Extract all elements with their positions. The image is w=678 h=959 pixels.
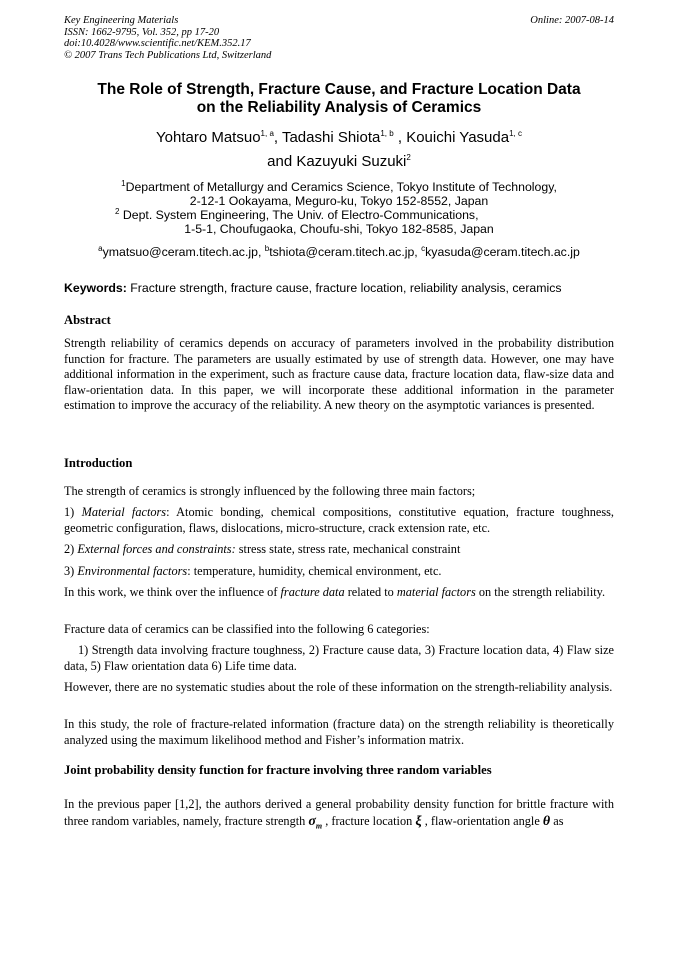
author-3-sup: 1, c	[509, 129, 522, 138]
author-1-sup: 1, a	[260, 129, 274, 138]
xi-symbol: ξ	[415, 814, 422, 829]
factor-2-label: External forces and constraints:	[77, 542, 236, 556]
affiliation-1-text: Department of Metallurgy and Ceramics Science, Tokyo Institute of Technology,	[125, 180, 557, 194]
email-b-sup: b	[264, 243, 270, 253]
author-1: Yohtaro Matsuo	[156, 129, 261, 146]
email-c-sup: c	[421, 243, 426, 253]
keywords-label: Keywords:	[64, 281, 127, 295]
sigma-symbol: σ	[308, 814, 316, 829]
affiliation-1-line-2: 2-12-1 Ookayama, Meguro-ku, Tokyo 152-8552, Japan	[189, 194, 489, 208]
keywords	[64, 281, 614, 295]
journal-header	[64, 15, 271, 61]
email-a-sup: a	[98, 243, 103, 253]
introduction-heading: Introduction	[64, 456, 133, 470]
affiliation-2-line-2: 1-5-1, Choufugaoka, Choufu-shi, Tokyo 182-8585, Japan	[184, 222, 494, 236]
author-2-sup: 1, b	[380, 129, 394, 138]
abstract-heading: Abstract	[64, 313, 111, 327]
factor-2-num: 2)	[64, 542, 78, 556]
author-4-sup: 2	[406, 153, 411, 162]
p2-material-factors: material factors	[396, 585, 476, 599]
affiliation-1-sup: 1	[121, 178, 126, 188]
factor-2	[64, 542, 614, 558]
author-2: , Tadashi Shiota	[273, 129, 381, 146]
section-2-heading: Joint probability density function for fracture involving three random variables	[64, 763, 492, 777]
keywords-text: Fracture strength, fracture cause, fracture location, reliability analysis, ceramics	[126, 281, 562, 295]
p2-text-c: related to	[344, 585, 397, 599]
author-list	[64, 126, 614, 174]
author-3: , Kouichi Yasuda	[393, 129, 510, 146]
factor-1-num: 1)	[64, 505, 82, 519]
issn-line: ISSN: 1662-9795, Vol. 352, pp 17-20	[64, 26, 220, 38]
title-line-1: The Role of Strength, Fracture Cause, and Fracture Location Data	[97, 81, 581, 98]
online-date: Online: 2007-08-14	[530, 15, 614, 26]
factor-1-text: : Atomic bonding, chemical compositions, constitutive equation, fracture toughness, geometric configuration, flaws, dislocations, micro-structure, crack extension rate, etc.	[64, 505, 614, 535]
s2-text-d: as	[550, 814, 564, 828]
intro-paragraph-1: The strength of ceramics is strongly influenced by the following three main factors;	[64, 484, 476, 498]
paper-title	[64, 81, 614, 117]
affiliation-1-line-1	[64, 180, 614, 194]
author-line-1	[64, 126, 614, 150]
author-4: and Kazuyuki Suzuki	[267, 153, 407, 170]
email-a: ymatsuo@ceram.titech.ac.jp,	[102, 245, 265, 259]
section-2-paragraph	[64, 796, 614, 830]
sigma-subscript: m	[315, 821, 323, 831]
factor-3-text: : temperature, humidity, chemical environment, etc.	[187, 564, 442, 578]
abstract-text: Strength reliability of ceramics depends on accuracy of parameters involved in the probability distribution function for fracture. The parameters are usually estimated by use of strength data. However, one may have additional information in the experiment, such as fracture cause data, fracture location data, flaw-size data and flaw-orientation data. In this paper, we will incorporate these additional information in the parameter estimation to improve the accuracy of the reliability. A new theory on the asymptotic variances is presented.	[64, 336, 614, 412]
author-line-2	[64, 150, 614, 174]
copyright-line: © 2007 Trans Tech Publications Ltd, Switzerland	[64, 49, 272, 61]
email-c: kyasuda@ceram.titech.ac.jp	[425, 245, 580, 259]
factor-3	[64, 564, 614, 580]
intro-paragraph-3: Fracture data of ceramics can be classified into the following 6 categories:	[64, 622, 430, 636]
affiliations	[64, 180, 614, 236]
journal-name: Key Engineering Materials	[64, 15, 179, 26]
factor-2-text: stress state, stress rate, mechanical constraint	[235, 542, 461, 556]
factor-1-label: Material factors	[81, 505, 167, 519]
p2-text-a: In this work, we think over the influence of	[64, 585, 281, 599]
title-line-2: on the Reliability Analysis of Ceramics	[196, 99, 482, 116]
factor-1	[64, 505, 614, 536]
email-b: tshiota@ceram.titech.ac.jp,	[269, 245, 422, 259]
s2-text-a: In the previous paper [1,2], the authors derived a general probability density function for brittle fracture with three random variables, namely, fracture strength	[64, 797, 614, 828]
affiliation-2-text: Dept. System Engineering, The Univ. of Electro-Communications,	[119, 208, 479, 222]
affiliation-2-sup: 2	[115, 206, 120, 216]
intro-paragraph-5: However, there are no systematic studies about the role of these information on the strength-reliability analysis.	[64, 680, 613, 694]
email-list	[64, 245, 614, 259]
factor-3-num: 3)	[64, 564, 78, 578]
s2-text-c: , flaw-orientation angle	[421, 814, 543, 828]
theta-symbol: θ	[542, 814, 551, 829]
s2-text-b: , fracture location	[322, 814, 416, 828]
p2-fracture-data: fracture data	[280, 585, 345, 599]
intro-paragraph-2	[64, 585, 614, 601]
factor-3-label: Environmental factors	[77, 564, 188, 578]
p2-text-e: on the strength reliability.	[475, 585, 606, 599]
fracture-data-categories: 1) Strength data involving fracture toughness, 2) Fracture cause data, 3) Fracture location data, 4) Flaw size data, 5) Flaw orientation data 6) Life time data.	[64, 643, 614, 673]
affiliation-2-line-1	[64, 208, 614, 222]
intro-paragraph-6: In this study, the role of fracture-related information (fracture data) on the strength reliability is theoretically analyzed using the maximum likelihood method and Fisher’s information matrix.	[64, 717, 614, 747]
doi-line: doi:10.4028/www.scientific.net/KEM.352.17	[64, 38, 251, 49]
